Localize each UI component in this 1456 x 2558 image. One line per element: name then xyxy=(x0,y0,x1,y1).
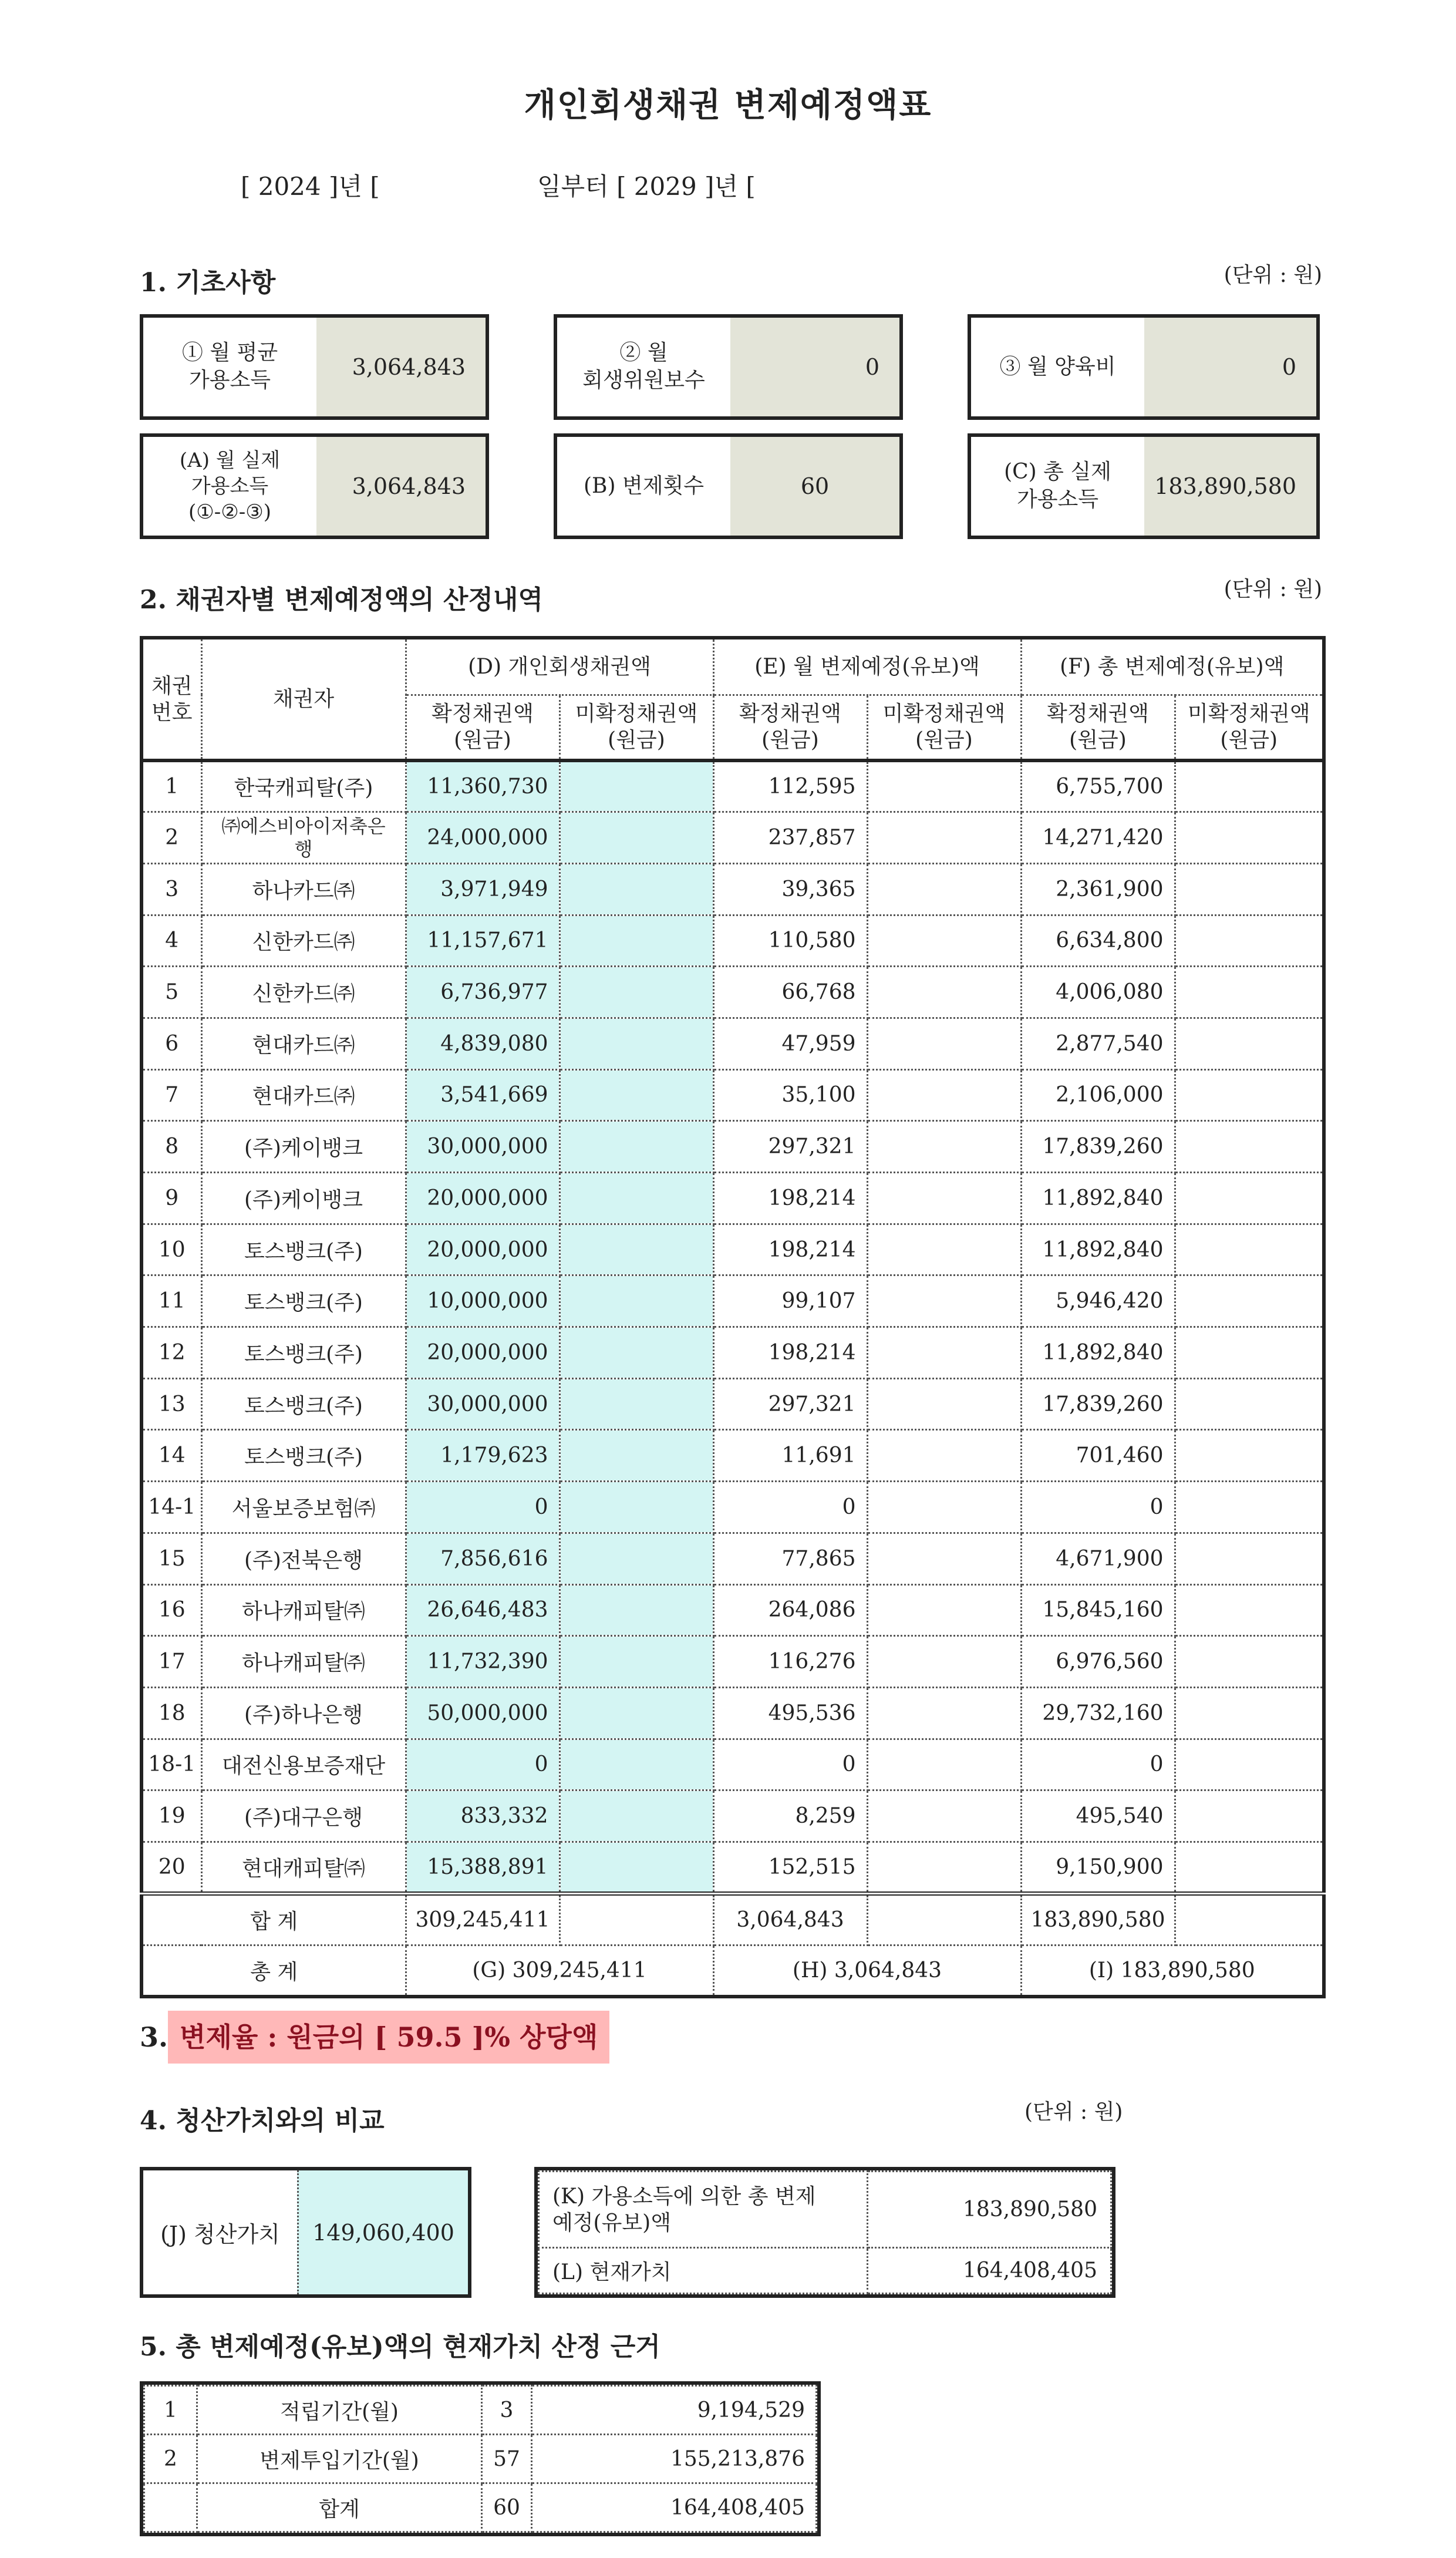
creditor-e-unconfirmed xyxy=(867,1018,1021,1069)
creditor-d-confirmed: 50,000,000 xyxy=(406,1687,560,1739)
creditor-f-unconfirmed xyxy=(1175,1482,1324,1533)
liquidation-value-box xyxy=(140,2167,471,2298)
creditor-f-unconfirmed xyxy=(1175,915,1324,967)
creditor-e-unconfirmed xyxy=(867,1121,1021,1173)
subtotal-row xyxy=(141,1893,1324,1945)
creditor-row xyxy=(141,1533,1324,1584)
creditor-row xyxy=(141,1018,1324,1069)
creditor-e-unconfirmed xyxy=(867,1069,1021,1121)
creditor-row xyxy=(141,1275,1324,1327)
creditor-d-confirmed: 3,541,669 xyxy=(406,1069,560,1121)
creditor-d-confirmed: 4,839,080 xyxy=(406,1018,560,1069)
creditor-e-confirmed: 237,857 xyxy=(713,812,867,864)
creditor-row xyxy=(141,1378,1324,1430)
creditor-f-unconfirmed xyxy=(1175,760,1324,812)
creditor-no: 18-1 xyxy=(141,1739,201,1790)
creditor-e-confirmed: 47,959 xyxy=(713,1018,867,1069)
creditor-d-confirmed: 30,000,000 xyxy=(406,1121,560,1173)
creditor-no: 9 xyxy=(141,1173,201,1224)
col-header-f: (F) 총 변제예정(유보)액 xyxy=(1021,638,1324,695)
box-value: 3,064,843 xyxy=(316,318,486,416)
creditor-e-unconfirmed xyxy=(867,1790,1021,1842)
box-value: 183,890,580 xyxy=(1144,437,1316,536)
creditor-e-confirmed: 264,086 xyxy=(713,1584,867,1636)
creditor-d-unconfirmed xyxy=(560,967,713,1018)
total-g: (G) 309,245,411 xyxy=(406,1945,713,1997)
creditor-e-confirmed: 152,515 xyxy=(713,1842,867,1893)
col-header-d: (D) 개인회생채권액 xyxy=(406,638,713,695)
creditor-f-confirmed: 0 xyxy=(1021,1739,1175,1790)
creditor-f-confirmed: 29,732,160 xyxy=(1021,1687,1175,1739)
box-label: (B) 변제횟수 xyxy=(583,473,705,498)
section4-unit: (단위 : 원) xyxy=(1024,2100,1123,2124)
creditor-d-confirmed: 11,157,671 xyxy=(406,915,560,967)
creditor-d-unconfirmed xyxy=(560,863,713,915)
creditor-f-unconfirmed xyxy=(1175,812,1324,864)
creditor-e-confirmed: 39,365 xyxy=(713,863,867,915)
repayment-rate-highlight: 변제율 : 원금의 [ 59.5 ]% 상당액 xyxy=(168,2011,609,2064)
creditor-f-confirmed: 11,892,840 xyxy=(1021,1224,1175,1275)
creditor-d-confirmed: 30,000,000 xyxy=(406,1378,560,1430)
pv-row xyxy=(144,2435,817,2483)
creditor-no: 3 xyxy=(141,863,201,915)
creditor-e-confirmed: 112,595 xyxy=(713,760,867,812)
creditor-name: (주)전북은행 xyxy=(201,1533,406,1584)
creditor-d-unconfirmed xyxy=(560,1687,713,1739)
creditor-e-unconfirmed xyxy=(867,1430,1021,1482)
creditor-d-unconfirmed xyxy=(560,1018,713,1069)
pv-row xyxy=(144,2386,817,2435)
creditor-no: 16 xyxy=(141,1584,201,1636)
creditor-f-unconfirmed xyxy=(1175,1327,1324,1379)
creditor-e-unconfirmed xyxy=(867,1482,1021,1533)
creditor-d-confirmed: 6,736,977 xyxy=(406,967,560,1018)
creditor-row xyxy=(141,1173,1324,1224)
creditor-e-confirmed: 11,691 xyxy=(713,1430,867,1482)
creditor-row xyxy=(141,1584,1324,1636)
creditor-f-unconfirmed xyxy=(1175,967,1324,1018)
creditor-d-unconfirmed xyxy=(560,1636,713,1688)
creditor-e-confirmed: 110,580 xyxy=(713,915,867,967)
period-start: [ 2024 ]년 [ xyxy=(241,172,380,201)
creditor-name: 현대카드㈜ xyxy=(201,1018,406,1069)
creditor-f-confirmed: 701,460 xyxy=(1021,1430,1175,1482)
creditor-d-unconfirmed xyxy=(560,1739,713,1790)
creditor-d-confirmed: 20,000,000 xyxy=(406,1173,560,1224)
creditor-f-unconfirmed xyxy=(1175,1275,1324,1327)
j-label: (J) 청산가치 xyxy=(160,2222,280,2247)
creditor-e-unconfirmed xyxy=(867,812,1021,864)
creditor-f-unconfirmed xyxy=(1175,1018,1324,1069)
total-row xyxy=(141,1945,1324,1997)
col-header-f-confirmed: 확정채권액 (원금) xyxy=(1021,695,1175,760)
creditor-row xyxy=(141,1069,1324,1121)
creditor-row xyxy=(141,1430,1324,1482)
creditor-d-confirmed: 1,179,623 xyxy=(406,1430,560,1482)
creditor-row xyxy=(141,1739,1324,1790)
creditor-f-unconfirmed xyxy=(1175,1533,1324,1584)
creditor-name: ㈜에스비아이저축은 행 xyxy=(201,812,406,864)
section4-heading: 4. 청산가치와의 비교 xyxy=(140,2106,385,2136)
creditor-row xyxy=(141,967,1324,1018)
section5-heading: 5. 총 변제예정(유보)액의 현재가치 산정 근거 xyxy=(140,2332,660,2362)
creditor-row xyxy=(141,760,1324,812)
creditor-no: 1 xyxy=(141,760,201,812)
creditor-name: 토스뱅크(주) xyxy=(201,1327,406,1379)
present-value-table xyxy=(140,2381,821,2536)
col-header-e-confirmed: 확정채권액 (원금) xyxy=(713,695,867,760)
creditor-name: 서울보증보험㈜ xyxy=(201,1482,406,1533)
total-i: (I) 183,890,580 xyxy=(1021,1945,1324,1997)
creditor-no: 8 xyxy=(141,1121,201,1173)
creditor-no: 14 xyxy=(141,1430,201,1482)
creditor-f-unconfirmed xyxy=(1175,1687,1324,1739)
col-header-creditor: 채권자 xyxy=(201,638,406,760)
pv-months: 60 xyxy=(482,2483,532,2532)
creditor-f-confirmed: 9,150,900 xyxy=(1021,1842,1175,1893)
creditor-d-unconfirmed xyxy=(560,1584,713,1636)
box-actual-income xyxy=(140,433,489,539)
creditor-f-confirmed: 5,946,420 xyxy=(1021,1275,1175,1327)
creditor-d-confirmed: 11,360,730 xyxy=(406,760,560,812)
creditor-e-unconfirmed xyxy=(867,1533,1021,1584)
creditor-no: 6 xyxy=(141,1018,201,1069)
creditor-e-unconfirmed xyxy=(867,1842,1021,1893)
subtotal-e: 3,064,843 xyxy=(713,1893,867,1945)
creditor-d-unconfirmed xyxy=(560,1790,713,1842)
col-header-e: (E) 월 변제예정(유보)액 xyxy=(713,638,1021,695)
pv-label: 변제투입기간(월) xyxy=(197,2435,482,2483)
creditor-f-unconfirmed xyxy=(1175,1636,1324,1688)
box-total-income xyxy=(968,433,1320,539)
creditor-row xyxy=(141,1687,1324,1739)
creditor-d-unconfirmed xyxy=(560,812,713,864)
pv-months: 3 xyxy=(482,2386,532,2435)
creditor-e-confirmed: 99,107 xyxy=(713,1275,867,1327)
section1-heading: 1. 기초사항 xyxy=(140,268,276,298)
creditor-f-unconfirmed xyxy=(1175,1121,1324,1173)
creditor-no: 4 xyxy=(141,915,201,967)
creditor-no: 19 xyxy=(141,1790,201,1842)
box-value: 0 xyxy=(730,318,899,416)
creditor-row xyxy=(141,1790,1324,1842)
creditor-e-confirmed: 198,214 xyxy=(713,1173,867,1224)
creditor-d-unconfirmed xyxy=(560,1378,713,1430)
section3-prefix: 3. xyxy=(140,2021,168,2053)
creditor-e-unconfirmed xyxy=(867,1378,1021,1430)
box-label: ① 월 평균 가용소득 xyxy=(181,341,278,392)
j-value: 149,060,400 xyxy=(297,2170,468,2294)
creditor-f-confirmed: 2,361,900 xyxy=(1021,863,1175,915)
creditor-e-confirmed: 35,100 xyxy=(713,1069,867,1121)
creditor-e-confirmed: 297,321 xyxy=(713,1121,867,1173)
creditor-d-confirmed: 20,000,000 xyxy=(406,1327,560,1379)
creditor-e-confirmed: 66,768 xyxy=(713,967,867,1018)
creditor-e-unconfirmed xyxy=(867,1739,1021,1790)
creditor-f-confirmed: 6,634,800 xyxy=(1021,915,1175,967)
creditor-name: 신한카드㈜ xyxy=(201,915,406,967)
creditor-name: 현대카드㈜ xyxy=(201,1069,406,1121)
creditor-d-confirmed: 0 xyxy=(406,1482,560,1533)
creditor-name: 토스뱅크(주) xyxy=(201,1275,406,1327)
creditor-d-unconfirmed xyxy=(560,1533,713,1584)
creditor-f-confirmed: 2,877,540 xyxy=(1021,1018,1175,1069)
creditor-f-unconfirmed xyxy=(1175,1430,1324,1482)
creditor-row xyxy=(141,812,1324,864)
creditor-f-confirmed: 14,271,420 xyxy=(1021,812,1175,864)
creditor-row xyxy=(141,1842,1324,1893)
creditor-no: 15 xyxy=(141,1533,201,1584)
creditor-e-unconfirmed xyxy=(867,1636,1021,1688)
creditor-d-confirmed: 15,388,891 xyxy=(406,1842,560,1893)
creditor-row xyxy=(141,915,1324,967)
creditor-d-confirmed: 10,000,000 xyxy=(406,1275,560,1327)
creditor-row xyxy=(141,1224,1324,1275)
creditor-f-unconfirmed xyxy=(1175,1739,1324,1790)
creditor-d-confirmed: 833,332 xyxy=(406,1790,560,1842)
creditor-f-confirmed: 17,839,260 xyxy=(1021,1378,1175,1430)
comparison-table xyxy=(534,2167,1115,2298)
total-label: 총 계 xyxy=(141,1945,406,1997)
creditor-name: 신한카드㈜ xyxy=(201,967,406,1018)
creditor-d-confirmed: 24,000,000 xyxy=(406,812,560,864)
creditor-d-confirmed: 3,971,949 xyxy=(406,863,560,915)
period-end: 일부터 [ 2029 ]년 [ xyxy=(537,172,756,201)
creditor-d-unconfirmed xyxy=(560,1327,713,1379)
creditor-e-confirmed: 198,214 xyxy=(713,1327,867,1379)
l-value: 164,408,405 xyxy=(868,2248,1111,2294)
creditor-name: (주)케이뱅크 xyxy=(201,1121,406,1173)
creditor-f-unconfirmed xyxy=(1175,863,1324,915)
creditor-no: 13 xyxy=(141,1378,201,1430)
creditor-d-confirmed: 11,732,390 xyxy=(406,1636,560,1688)
creditor-name: 하나캐피탈㈜ xyxy=(201,1636,406,1688)
creditor-d-confirmed: 26,646,483 xyxy=(406,1584,560,1636)
k-value: 183,890,580 xyxy=(868,2172,1111,2248)
creditor-f-confirmed: 6,976,560 xyxy=(1021,1636,1175,1688)
k-label: (K) 가용소득에 의한 총 변제 예정(유보)액 xyxy=(539,2172,868,2248)
creditor-name: 하나카드㈜ xyxy=(201,863,406,915)
l-label: (L) 현재가치 xyxy=(539,2248,868,2294)
creditor-e-unconfirmed xyxy=(867,967,1021,1018)
creditor-e-unconfirmed xyxy=(867,1584,1021,1636)
creditor-e-unconfirmed xyxy=(867,1687,1021,1739)
creditor-row xyxy=(141,1636,1324,1688)
creditor-f-unconfirmed xyxy=(1175,1069,1324,1121)
creditor-f-unconfirmed xyxy=(1175,1790,1324,1842)
total-h: (H) 3,064,843 xyxy=(713,1945,1021,1997)
creditor-no: 17 xyxy=(141,1636,201,1688)
creditor-f-unconfirmed xyxy=(1175,1584,1324,1636)
box-label: ③ 월 양육비 xyxy=(999,354,1116,379)
subtotal-d: 309,245,411 xyxy=(406,1893,560,1945)
creditor-name: 토스뱅크(주) xyxy=(201,1378,406,1430)
creditor-no: 5 xyxy=(141,967,201,1018)
creditor-no: 11 xyxy=(141,1275,201,1327)
creditor-f-unconfirmed xyxy=(1175,1842,1324,1893)
creditor-d-unconfirmed xyxy=(560,915,713,967)
creditor-f-unconfirmed xyxy=(1175,1378,1324,1430)
creditor-name: 토스뱅크(주) xyxy=(201,1430,406,1482)
box-label: (C) 총 실제 가용소득 xyxy=(1004,460,1111,511)
pv-value: 155,213,876 xyxy=(532,2435,817,2483)
creditor-d-unconfirmed xyxy=(560,1224,713,1275)
box-child-support xyxy=(968,314,1320,420)
creditor-no: 18 xyxy=(141,1687,201,1739)
col-header-e-unconfirmed: 미확정채권액 (원금) xyxy=(867,695,1021,760)
col-header-no: 채권 번호 xyxy=(141,638,201,760)
box-trustee-fee xyxy=(554,314,903,420)
creditor-e-unconfirmed xyxy=(867,863,1021,915)
creditor-d-confirmed: 7,856,616 xyxy=(406,1533,560,1584)
creditor-row xyxy=(141,863,1324,915)
creditor-e-unconfirmed xyxy=(867,1327,1021,1379)
col-header-f-unconfirmed: 미확정채권액 (원금) xyxy=(1175,695,1324,760)
pv-value: 9,194,529 xyxy=(532,2386,817,2435)
creditor-d-unconfirmed xyxy=(560,1482,713,1533)
creditor-e-confirmed: 116,276 xyxy=(713,1636,867,1688)
creditor-name: (주)대구은행 xyxy=(201,1790,406,1842)
creditor-row xyxy=(141,1482,1324,1533)
creditor-e-confirmed: 0 xyxy=(713,1739,867,1790)
creditor-d-unconfirmed xyxy=(560,1275,713,1327)
creditor-e-confirmed: 0 xyxy=(713,1482,867,1533)
pv-label: 합계 xyxy=(197,2483,482,2532)
box-value: 60 xyxy=(730,437,899,536)
creditor-no: 10 xyxy=(141,1224,201,1275)
creditor-row xyxy=(141,1327,1324,1379)
creditor-d-unconfirmed xyxy=(560,1069,713,1121)
creditor-no: 12 xyxy=(141,1327,201,1379)
creditor-name: 하나캐피탈㈜ xyxy=(201,1584,406,1636)
box-label: (A) 월 실제 가용소득 (①-②-③) xyxy=(179,448,281,524)
creditor-row xyxy=(141,1121,1324,1173)
pv-no: 1 xyxy=(144,2386,197,2435)
creditor-e-unconfirmed xyxy=(867,915,1021,967)
section2-unit: (단위 : 원) xyxy=(1224,577,1322,601)
pv-total-row xyxy=(144,2483,817,2532)
creditor-name: (주)케이뱅크 xyxy=(201,1173,406,1224)
creditor-f-confirmed: 4,006,080 xyxy=(1021,967,1175,1018)
creditor-name: (주)하나은행 xyxy=(201,1687,406,1739)
creditor-d-unconfirmed xyxy=(560,1430,713,1482)
creditor-f-confirmed: 11,892,840 xyxy=(1021,1173,1175,1224)
creditor-name: 대전신용보증재단 xyxy=(201,1739,406,1790)
pv-value: 164,408,405 xyxy=(532,2483,817,2532)
document-title: 개인회생채권 변제예정액표 xyxy=(524,86,932,124)
creditor-f-unconfirmed xyxy=(1175,1173,1324,1224)
pv-no xyxy=(144,2483,197,2532)
creditor-f-confirmed: 11,892,840 xyxy=(1021,1327,1175,1379)
creditor-d-confirmed: 0 xyxy=(406,1739,560,1790)
creditor-f-confirmed: 6,755,700 xyxy=(1021,760,1175,812)
creditor-no: 14-1 xyxy=(141,1482,201,1533)
pv-months: 57 xyxy=(482,2435,532,2483)
creditor-e-confirmed: 8,259 xyxy=(713,1790,867,1842)
creditor-d-unconfirmed xyxy=(560,1121,713,1173)
box-value: 3,064,843 xyxy=(316,437,486,536)
creditor-f-confirmed: 495,540 xyxy=(1021,1790,1175,1842)
creditor-d-unconfirmed xyxy=(560,760,713,812)
creditor-e-unconfirmed xyxy=(867,1173,1021,1224)
creditor-e-unconfirmed xyxy=(867,760,1021,812)
box-value: 0 xyxy=(1144,318,1316,416)
creditor-d-unconfirmed xyxy=(560,1173,713,1224)
box-repayment-count xyxy=(554,433,903,539)
col-header-d-confirmed: 확정채권액 (원금) xyxy=(406,695,560,760)
box-monthly-avg-income xyxy=(140,314,489,420)
creditor-no: 7 xyxy=(141,1069,201,1121)
creditor-no: 2 xyxy=(141,812,201,864)
section2-heading: 2. 채권자별 변제예정액의 산정내역 xyxy=(140,585,543,615)
section1-unit: (단위 : 원) xyxy=(1224,263,1322,287)
creditor-e-confirmed: 77,865 xyxy=(713,1533,867,1584)
pv-no: 2 xyxy=(144,2435,197,2483)
col-header-d-unconfirmed: 미확정채권액 (원금) xyxy=(560,695,713,760)
creditor-f-confirmed: 2,106,000 xyxy=(1021,1069,1175,1121)
creditor-table xyxy=(140,636,1326,1998)
pv-label: 적립기간(월) xyxy=(197,2386,482,2435)
creditor-name: 현대캐피탈㈜ xyxy=(201,1842,406,1893)
creditor-e-confirmed: 297,321 xyxy=(713,1378,867,1430)
creditor-name: 한국캐피탈(주) xyxy=(201,760,406,812)
box-label: ② 월 회생위원보수 xyxy=(582,341,705,392)
subtotal-label: 합 계 xyxy=(141,1893,406,1945)
subtotal-f: 183,890,580 xyxy=(1021,1893,1175,1945)
creditor-f-unconfirmed xyxy=(1175,1224,1324,1275)
creditor-f-confirmed: 15,845,160 xyxy=(1021,1584,1175,1636)
creditor-e-unconfirmed xyxy=(867,1224,1021,1275)
creditor-e-confirmed: 495,536 xyxy=(713,1687,867,1739)
creditor-d-confirmed: 20,000,000 xyxy=(406,1224,560,1275)
creditor-f-confirmed: 4,671,900 xyxy=(1021,1533,1175,1584)
creditor-d-unconfirmed xyxy=(560,1842,713,1893)
creditor-name: 토스뱅크(주) xyxy=(201,1224,406,1275)
creditor-e-confirmed: 198,214 xyxy=(713,1224,867,1275)
creditor-e-unconfirmed xyxy=(867,1275,1021,1327)
creditor-f-confirmed: 0 xyxy=(1021,1482,1175,1533)
repayment-rate xyxy=(140,2016,609,2055)
creditor-f-confirmed: 17,839,260 xyxy=(1021,1121,1175,1173)
creditor-no: 20 xyxy=(141,1842,201,1893)
